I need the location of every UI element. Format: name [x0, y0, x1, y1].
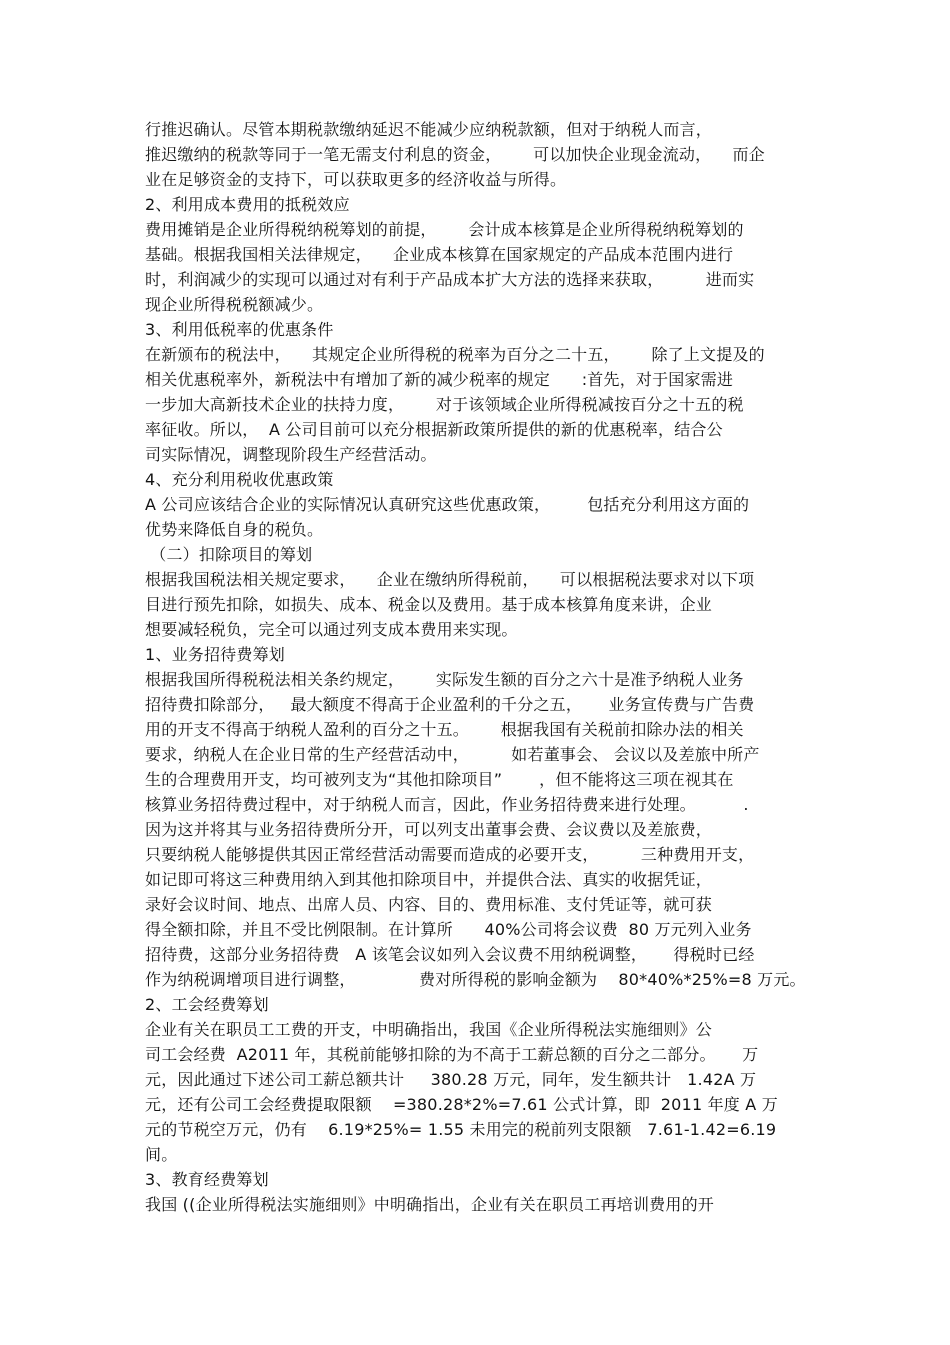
line-26: 要求，纳税人在企业日常的生产经营活动中， 如若董事会、 会议以及差旅中所产	[145, 745, 760, 764]
line-42: 间。	[145, 1145, 178, 1164]
line-38: 司工会经费 A2011 年，其税前能够扣除的为不高于工薪总额的百分之二部分。 万	[145, 1045, 759, 1064]
line-21: 想要减轻税负，完全可以通过列支成本费用来实现。	[145, 620, 518, 639]
line-39: 元，因此通过下述公司工薪总额共计 380.28 万元，同年，发生额共计 1.42A 万	[145, 1070, 757, 1089]
section-heading-2: 2、利用成本费用的抵税效应	[145, 195, 350, 214]
line-19: 根据我国税法相关规定要求， 企业在缴纳所得税前， 可以根据税法要求对以下项	[145, 570, 755, 589]
line-1: 行推迟确认。尽管本期税款缴纳延迟不能减少应纳税款额，但对于纳税人而言，	[145, 120, 713, 139]
section-heading-4: 4、充分利用税收优惠政策	[145, 470, 334, 489]
line-27: 生的合理费用开支，均可被列支为“其他扣除项目” ，但不能将这三项在视其在	[145, 770, 734, 789]
line-23: 根据我国所得税税法相关条约规定， 实际发生额的百分之六十是准予纳税人业务	[145, 670, 744, 689]
section-heading-1: 1、业务招待费筹划	[145, 645, 285, 664]
line-11: 相关优惠税率外，新税法中有增加了新的减少税率的规定 :首先，对于国家需进	[145, 370, 734, 389]
section-heading-2b: 2、工会经费筹划	[145, 995, 269, 1014]
line-3: 业在足够资金的支持下，可以获取更多的经济收益与所得。	[145, 170, 567, 189]
line-6: 基础。根据我国相关法律规定， 企业成本核算在国家规定的产品成本范围内进行	[145, 245, 734, 264]
line-8: 现企业所得税税额减少。	[145, 295, 324, 314]
line-16: A 公司应该结合企业的实际情况认真研究这些优惠政策， 包括充分利用这方面的	[145, 495, 750, 514]
subsection-heading: （二）扣除项目的筹划	[145, 545, 313, 564]
line-13: 率征收。所以， A 公司目前可以充分根据新政策所提供的新的优惠税率，结合公	[145, 420, 723, 439]
line-5: 费用摊销是企业所得税纳税筹划的前提， 会计成本核算是企业所得税纳税筹划的	[145, 220, 744, 239]
line-33: 得全额扣除，并且不受比例限制。在计算所 40%公司将会议费 80 万元列入业务	[145, 920, 752, 939]
line-25: 用的开支不得高于纳税人盈利的百分之十五。 根据我国有关税前扣除办法的相关	[145, 720, 744, 739]
line-35: 作为纳税调增项目进行调整， 费对所得税的影响金额为 80*40%*25%=8 万元。	[145, 970, 806, 989]
line-37: 企业有关在职员工工费的开支，中明确指出，我国《企业所得税法实施细则》公	[145, 1020, 713, 1039]
line-44: 我国 ((企业所得税法实施细则》中明确指出，企业有关在职员工再培训费用的开	[145, 1195, 714, 1214]
line-20: 目进行预先扣除，如损失、成本、税金以及费用。基于成本核算角度来讲，企业	[145, 595, 713, 614]
section-heading-3: 3、利用低税率的优惠条件	[145, 320, 334, 339]
line-31: 如记即可将这三种费用纳入到其他扣除项目中，并提供合法、真实的收据凭证，	[145, 870, 713, 889]
line-14: 司实际情况，调整现阶段生产经营活动。	[145, 445, 437, 464]
line-30: 只要纳税人能够提供其因正常经营活动需要而造成的必要开支， 三种费用开支，	[145, 845, 755, 864]
section-heading-3b: 3、教育经费筹划	[145, 1170, 269, 1189]
line-40: 元，还有公司工会经费提取限额 =380.28*2%=7.61 公式计算，即 2011 年度 A 万	[145, 1095, 778, 1114]
line-17: 优势来降低自身的税负。	[145, 520, 324, 539]
line-28: 核算业务招待费过程中，对于纳税人而言，因此，作业务招待费来进行处理。 .	[145, 795, 749, 814]
line-12: 一步加大高新技术企业的扶持力度， 对于该领域企业所得税减按百分之十五的税	[145, 395, 744, 414]
line-32: 录好会议时间、地点、出席人员、内容、目的、费用标准、支付凭证等，就可获	[145, 895, 713, 914]
line-41: 元的节税空万元，仍有 6.19*25%= 1.55 未用完的税前列支限额 7.61-1.42=6.19	[145, 1120, 777, 1139]
line-10: 在新颁布的税法中， 其规定企业所得税的税率为百分之二十五， 除了上文提及的	[145, 345, 765, 364]
line-24: 招待费扣除部分， 最大额度不得高于企业盈利的千分之五， 业务宣传费与广告费	[145, 695, 755, 714]
line-2: 推迟缴纳的税款等同于一笔无需支付利息的资金， 可以加快企业现金流动， 而企	[145, 145, 765, 164]
line-34: 招待费，这部分业务招待费 A 该笔会议如列入会议费不用纳税调整， 得税时已经	[145, 945, 755, 964]
line-7: 时，利润减少的实现可以通过对有利于产品成本扩大方法的选择来获取， 进而实	[145, 270, 755, 289]
line-29: 因为这并将其与业务招待费所分开，可以列支出董事会费、会议费以及差旅费，	[145, 820, 713, 839]
